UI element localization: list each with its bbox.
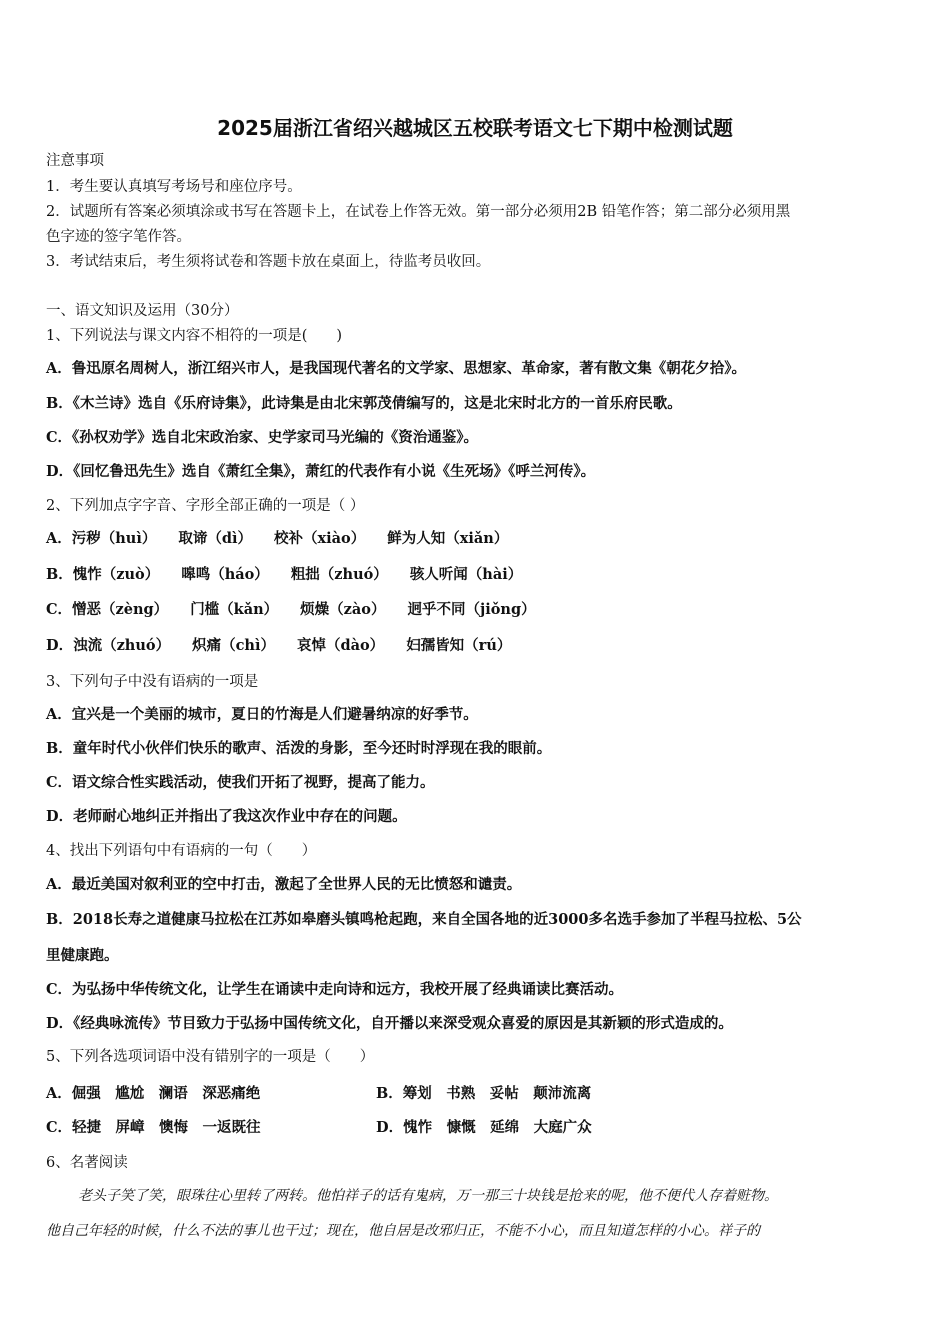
question-stem: 6、名著阅读 xyxy=(46,1155,128,1171)
word-item: 粗拙（zhuó） xyxy=(290,566,388,583)
word-item: 取谛（dì） xyxy=(178,530,252,547)
word-item: 迥乎不同（jiǒng） xyxy=(407,601,536,618)
question-stem: 1、下列说法与课文内容不相符的一项是( ) xyxy=(46,328,343,344)
passage-line: 老头子笑了笑，眼珠往心里转了两转。他怕祥子的话有鬼病，万一那三十块钱是抢来的呢，他不便代人存着赃物。 xyxy=(78,1188,778,1204)
question-stem: 5、下列各选项词语中没有错别字的一项是（ ） xyxy=(46,1049,375,1065)
option-b: B．2018长寿之道健康马拉松在江苏如皋磨头镇鸣枪起跑，来自全国各地的近3000多名选手参加了半程马拉松、5公 xyxy=(46,911,802,928)
word-item: 门槛（kǎn） xyxy=(190,601,279,618)
option-a: A．最近美国对叙利亚的空中打击，激起了全世界人民的无比愤怒和谴责。 xyxy=(46,876,522,893)
passage-line: 他自己年轻的时候，什么不法的事儿也干过；现在，他自居是改邪归正，不能不小心，而且知道怎样的小心。祥子的 xyxy=(46,1223,760,1239)
section-heading: 一、语文知识及运用（30分） xyxy=(46,303,239,319)
page-title: 2025届浙江省绍兴越城区五校联考语文七下期中检测试题 xyxy=(217,116,733,140)
option-c: C．为弘扬中华传统文化，让学生在诵读中走向诗和远方，我校开展了经典诵读比赛活动。 xyxy=(46,981,624,998)
option-d: D．老师耐心地纠正并指出了我这次作业中存在的问题。 xyxy=(46,808,407,825)
option-b: B．童年时代小伙伴们快乐的歌声、活泼的身影，至今还时时浮现在我的眼前。 xyxy=(46,740,552,757)
option-a: A．宜兴是一个美丽的城市，夏日的竹海是人们避暑纳凉的好季节。 xyxy=(46,706,478,723)
option-d: D．《回忆鲁迅先生》选自《萧红全集》，萧红的代表作有小说《生死场》《呼兰河传》。 xyxy=(46,463,596,480)
option-d: D．愧怍 慷慨 延绵 大庭广众 xyxy=(376,1119,592,1136)
notice-item: 1．考生要认真填写考场号和座位序号。 xyxy=(46,179,302,195)
word-item: 哀悼（dào） xyxy=(296,637,385,654)
option-b xyxy=(46,565,522,585)
word-item: 炽痛（chì） xyxy=(192,637,275,654)
option-c: C．轻捷 屏嶂 懊悔 一返既往 xyxy=(46,1119,261,1136)
option-b-continued: 里健康跑。 xyxy=(46,947,119,964)
notice-heading: 注意事项 xyxy=(46,153,104,169)
word-item: 烦燥（zào） xyxy=(300,601,386,618)
option-c: C．《孙权劝学》选自北宋政治家、史学家司马光编的《资治通鉴》。 xyxy=(46,429,479,446)
option-b: B．筹划 书熟 妥帖 颠沛流离 xyxy=(376,1085,592,1102)
option-c: C．语文综合性实践活动，使我们开拓了视野，提高了能力。 xyxy=(46,774,435,791)
word-item: B．愧怍（zuò） xyxy=(46,566,160,583)
notice-item: 3．考试结束后，考生须将试卷和答题卡放在桌面上，待监考员收回。 xyxy=(46,254,491,270)
word-item: 嗥鸣（háo） xyxy=(181,566,269,583)
option-b: B．《木兰诗》选自《乐府诗集》，此诗集是由北宋郭茂倩编写的，这是北宋时北方的一首乐府民歌。 xyxy=(46,395,682,412)
word-item: 妇孺皆知（rú） xyxy=(406,637,512,654)
question-stem: 2、下列加点字字音、字形全部正确的一项是（ ） xyxy=(46,498,365,514)
option-a: A．倔强 尴尬 澜语 深恶痛绝 xyxy=(46,1085,261,1102)
option-d xyxy=(46,636,511,656)
question-stem: 4、找出下列语句中有语病的一句（ ） xyxy=(46,843,317,859)
word-item: A．污秽（huì） xyxy=(46,530,157,547)
option-c xyxy=(46,600,536,620)
question-stem: 3、下列句子中没有语病的一项是 xyxy=(46,674,259,690)
notice-item: 色字迹的签字笔作答。 xyxy=(46,229,191,245)
option-a xyxy=(46,529,508,549)
word-item: 校补（xiào） xyxy=(274,530,366,547)
word-item: D．浊流（zhuó） xyxy=(46,637,171,654)
option-d: D．《经典咏流传》节目致力于弘扬中国传统文化，自开播以来深受观众喜爱的原因是其新颖的形式造成的。 xyxy=(46,1015,733,1032)
option-a: A．鲁迅原名周树人，浙江绍兴市人，是我国现代著名的文学家、思想家、革命家，著有散文集《朝花夕拾》。 xyxy=(46,360,746,377)
word-item: 鲜为人知（xiǎn） xyxy=(387,530,509,547)
word-item: 骇人听闻（hài） xyxy=(409,566,523,583)
word-item: C．憎恶（zèng） xyxy=(46,601,169,618)
notice-item: 2．试题所有答案必须填涂或书写在答题卡上，在试卷上作答无效。第一部分必须用2B 铅笔作答；第二部分必须用黑 xyxy=(46,204,791,220)
